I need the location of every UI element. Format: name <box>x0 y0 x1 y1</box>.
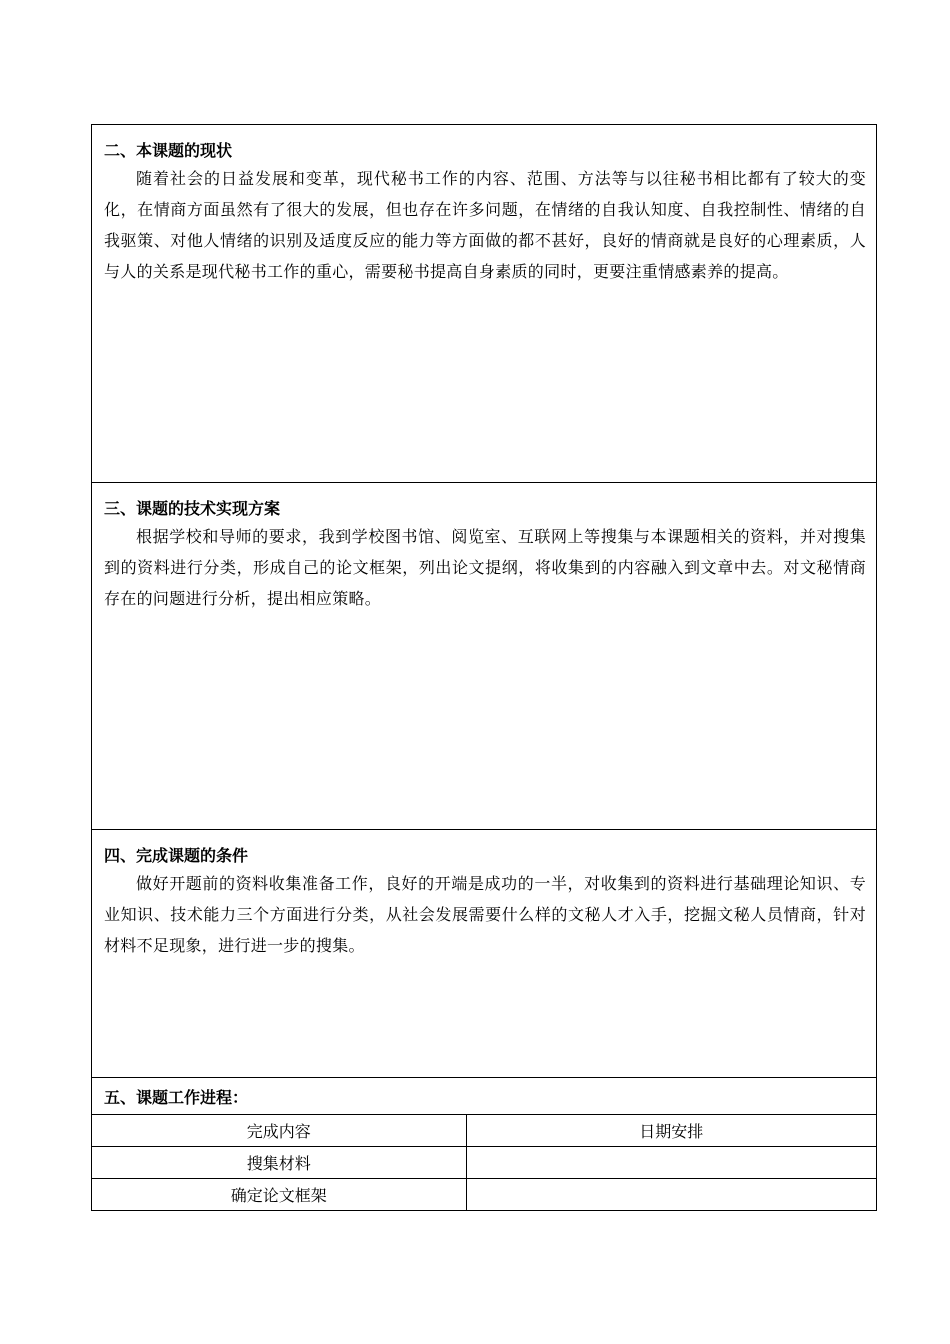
table-header-row <box>92 1115 876 1147</box>
section-heading: 二、本课题的现状 <box>104 141 233 160</box>
table-cell-content: 确定论文框架 <box>92 1179 466 1211</box>
section-body: 根据学校和导师的要求，我到学校图书馆、阅览室、互联网上等搜集与本课题相关的资料，并对搜集到的资料进行分类，形成自己的论文框架，列出论文提纲，将收集到的内容融入到文章中去。对文秘情商存在的问题进行分析，提出相应策略。 <box>104 527 866 608</box>
table-cell-content: 搜集材料 <box>92 1147 466 1179</box>
section-heading: 五、课题工作进程： <box>104 1088 249 1107</box>
section-progress-header <box>92 1078 876 1115</box>
section-heading: 四、完成课题的条件 <box>104 846 249 865</box>
table-cell-date <box>466 1147 876 1179</box>
schedule-table <box>92 1115 876 1210</box>
table-row <box>92 1179 876 1211</box>
section-heading: 三、课题的技术实现方案 <box>104 499 281 518</box>
section-body: 做好开题前的资料收集准备工作，良好的开端是成功的一半，对收集到的资料进行基础理论知识、专业知识、技术能力三个方面进行分类，从社会发展需要什么样的文秘人才入手，挖掘文秘人员情商，针对材料不足现象，进行进一步的搜集。 <box>104 874 866 955</box>
section-conditions <box>92 830 876 1078</box>
proposal-form <box>91 124 877 1211</box>
section-technical-plan <box>92 483 876 830</box>
table-row <box>92 1147 876 1179</box>
column-header-date: 日期安排 <box>466 1115 876 1147</box>
column-header-content: 完成内容 <box>92 1115 466 1147</box>
section-current-status <box>92 125 876 483</box>
section-body: 随着社会的日益发展和变革，现代秘书工作的内容、范围、方法等与以往秘书相比都有了较大的变化，在情商方面虽然有了很大的发展，但也存在许多问题，在情绪的自我认知度、自我控制性、情绪的自我驱策、对他人情绪的识别及适度反应的能力等方面做的都不甚好，良好的情商就是良好的心理素质，人与人的关系是现代秘书工作的重心，需要秘书提高自身素质的同时，更要注重情感素养的提高。 <box>104 169 866 281</box>
table-cell-date <box>466 1179 876 1211</box>
